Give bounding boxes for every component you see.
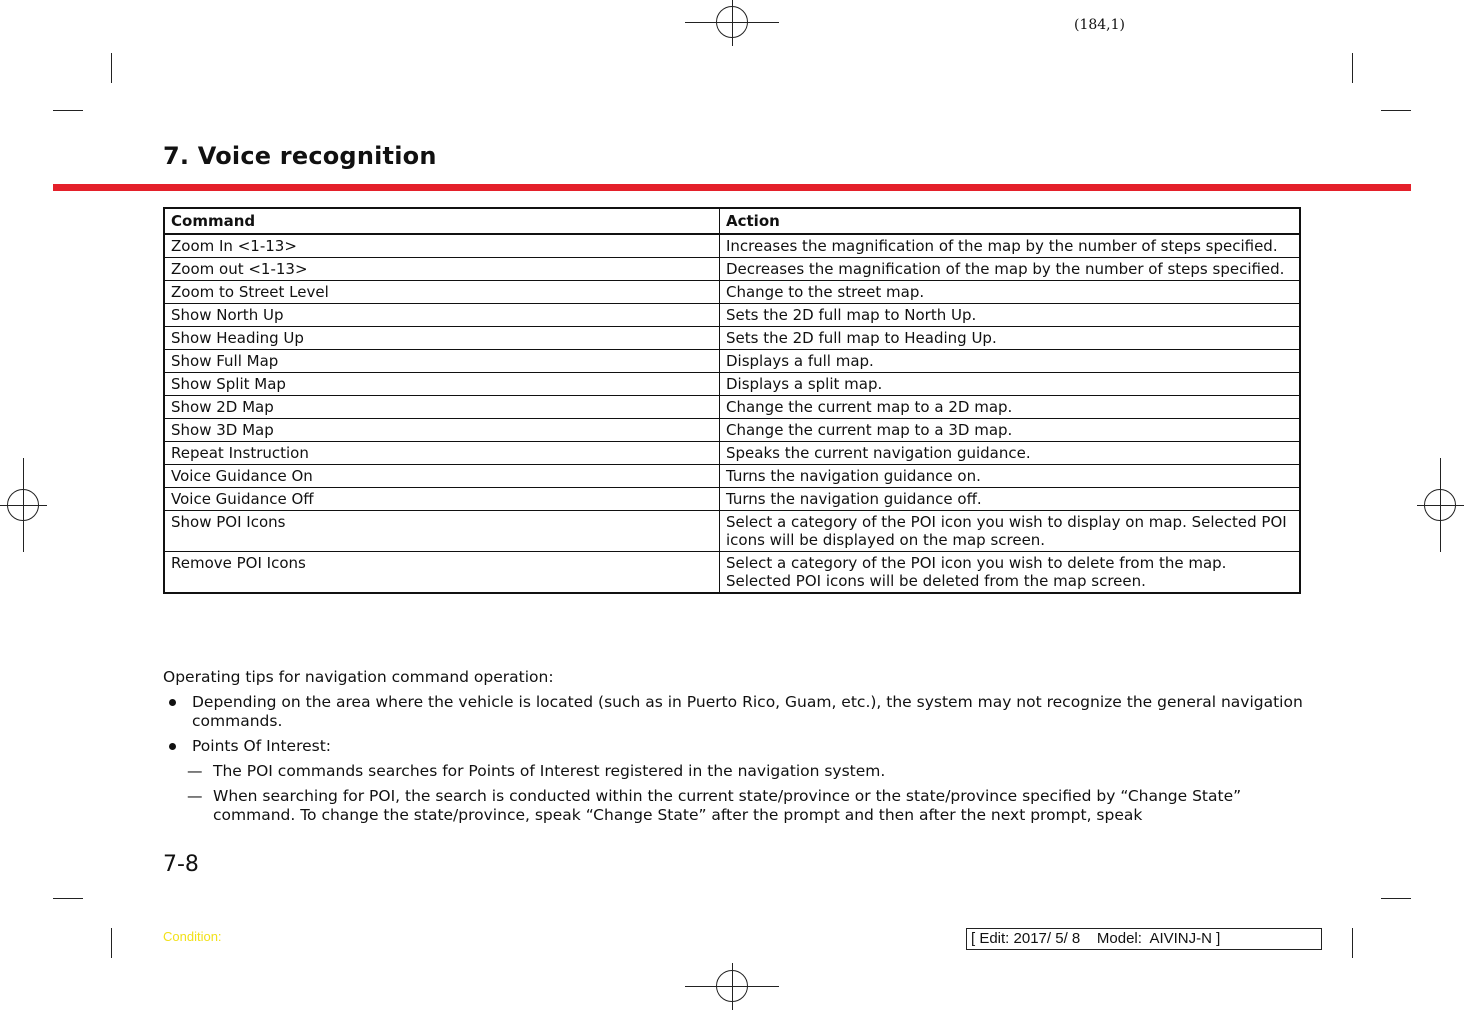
action-cell: Decreases the magnification of the map by the number of steps specified. xyxy=(720,258,1301,281)
action-cell: Select a category of the POI icon you wish to delete from the map. Selected POI icons will be deleted from the map screen. xyxy=(720,552,1301,594)
table-row xyxy=(164,350,1300,373)
command-cell: Zoom In <1-13> xyxy=(164,234,720,258)
table-row xyxy=(164,488,1300,511)
section-divider xyxy=(53,184,1411,191)
sub-list-item xyxy=(163,762,1303,781)
table-row xyxy=(164,234,1300,258)
command-cell: Show 3D Map xyxy=(164,419,720,442)
dash-marker: — xyxy=(187,787,203,805)
bullet-text: Depending on the area where the vehicle is located (such as in Puerto Rico, Guam, etc.), the system may not recognize the general navigation commands. xyxy=(192,693,1303,730)
table-row xyxy=(164,327,1300,350)
command-cell: Show North Up xyxy=(164,304,720,327)
action-cell: Sets the 2D full map to Heading Up. xyxy=(720,327,1301,350)
command-cell: Show Split Map xyxy=(164,373,720,396)
command-cell: Repeat Instruction xyxy=(164,442,720,465)
table-row xyxy=(164,281,1300,304)
action-cell: Change to the street map. xyxy=(720,281,1301,304)
command-table xyxy=(163,207,1301,594)
sub-list-item xyxy=(163,787,1303,825)
bullet-text: Points Of Interest: xyxy=(192,737,332,755)
action-cell: Sets the 2D full map to North Up. xyxy=(720,304,1301,327)
column-header-command: Command xyxy=(164,208,720,234)
list-item xyxy=(163,737,1303,756)
action-cell: Displays a full map. xyxy=(720,350,1301,373)
section-title: 7. Voice recognition xyxy=(163,142,437,170)
table-row xyxy=(164,396,1300,419)
command-cell: Show Heading Up xyxy=(164,327,720,350)
bullet-dot-icon xyxy=(169,699,176,706)
table-row xyxy=(164,552,1300,594)
command-cell: Remove POI Icons xyxy=(164,552,720,594)
sub-item-text: When searching for POI, the search is conducted within the current state/province or the state/province specified by “Change State” command. To change the state/province, speak “Change State” after the prompt and then after the next prompt, speak xyxy=(213,787,1242,824)
action-cell: Speaks the current navigation guidance. xyxy=(720,442,1301,465)
command-cell: Show 2D Map xyxy=(164,396,720,419)
action-cell: Change the current map to a 3D map. xyxy=(720,419,1301,442)
table-row xyxy=(164,373,1300,396)
table-row xyxy=(164,419,1300,442)
page-number: 7-8 xyxy=(163,852,199,877)
list-item xyxy=(163,693,1303,731)
command-cell: Zoom to Street Level xyxy=(164,281,720,304)
action-cell: Increases the magnification of the map by the number of steps specified. xyxy=(720,234,1301,258)
command-cell: Show Full Map xyxy=(164,350,720,373)
condition-label: Condition: xyxy=(163,929,222,944)
action-cell: Change the current map to a 2D map. xyxy=(720,396,1301,419)
command-cell: Voice Guidance Off xyxy=(164,488,720,511)
operating-tips xyxy=(163,668,1303,831)
action-cell: Turns the navigation guidance on. xyxy=(720,465,1301,488)
dash-marker: — xyxy=(187,762,203,780)
tips-heading: Operating tips for navigation command operation: xyxy=(163,668,554,686)
action-cell: Turns the navigation guidance off. xyxy=(720,488,1301,511)
table-row xyxy=(164,442,1300,465)
table-row xyxy=(164,511,1300,552)
sub-item-text: The POI commands searches for Points of Interest registered in the navigation system. xyxy=(213,762,886,780)
command-cell: Voice Guidance On xyxy=(164,465,720,488)
command-cell: Show POI Icons xyxy=(164,511,720,552)
table-row xyxy=(164,258,1300,281)
column-header-action: Action xyxy=(720,208,1301,234)
table-row xyxy=(164,304,1300,327)
edit-info-box: [ Edit: 2017/ 5/ 8 Model: AIVINJ-N ] xyxy=(966,928,1322,950)
table-header-row xyxy=(164,208,1300,234)
action-cell: Select a category of the POI icon you wish to display on map. Selected POI icons will be displayed on the map screen. xyxy=(720,511,1301,552)
table-row xyxy=(164,465,1300,488)
command-cell: Zoom out <1-13> xyxy=(164,258,720,281)
page-code: (184,1) xyxy=(1074,17,1126,33)
bullet-dot-icon xyxy=(169,743,176,750)
action-cell: Displays a split map. xyxy=(720,373,1301,396)
